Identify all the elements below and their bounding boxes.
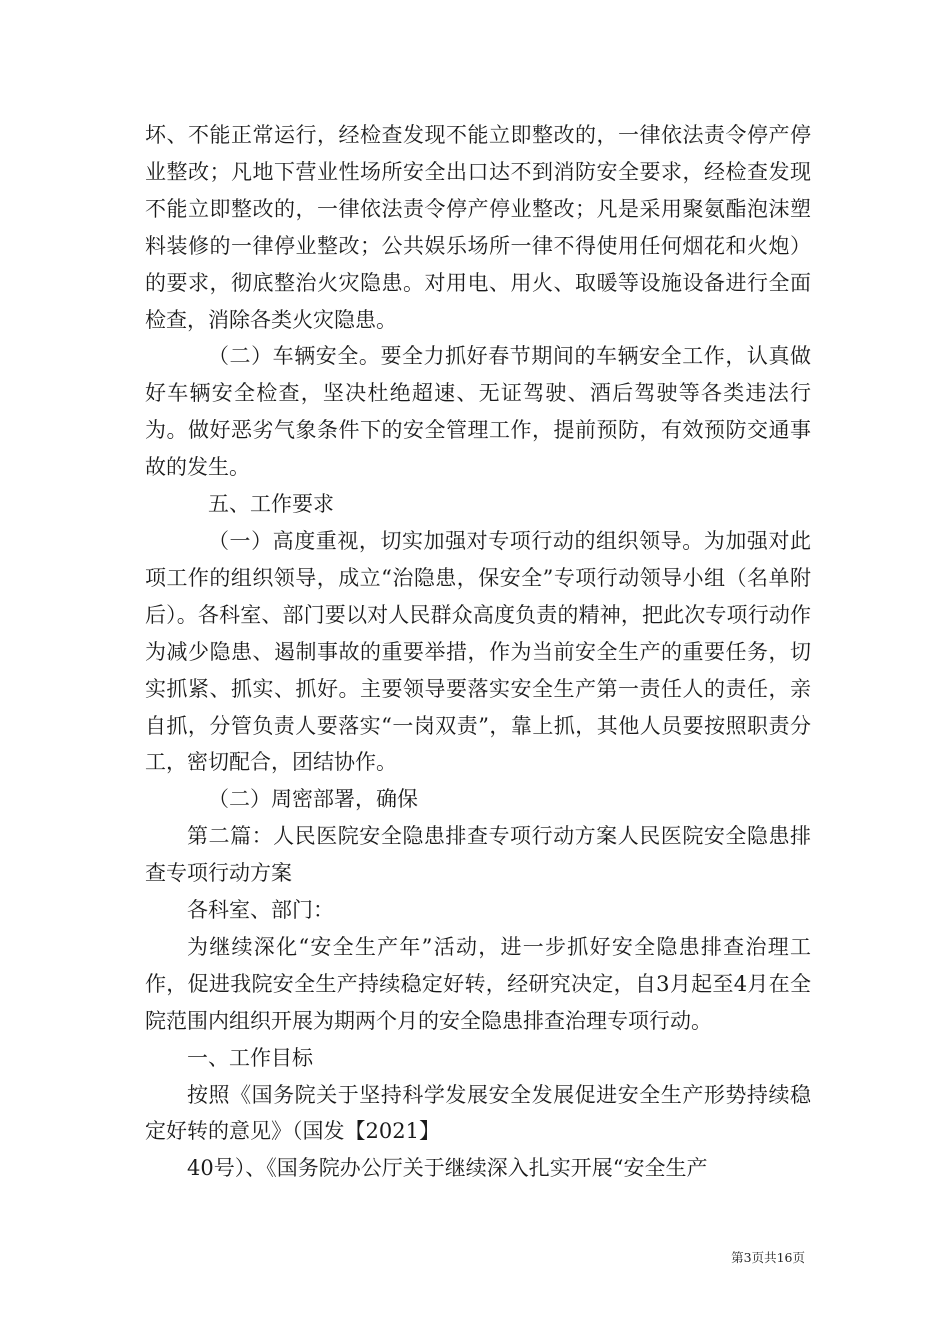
paragraph-per-state-council: 按照《国务院关于坚持科学发展安全发展促进安全生产形势持续稳定好转的意见》（国发【2021】 — [145, 1082, 811, 1144]
paragraph-deployment: （二）周密部署，确保 — [208, 787, 418, 812]
body-text — [145, 117, 811, 1187]
heading-work-requirements: 五、工作要求 — [208, 492, 334, 517]
paragraph-fire-rectification: 坏、不能正常运行，经检查发现不能立即整改的，一律依法责令停产停业整改；凡地下营业性场所安全出口达不到消防安全要求，经检查发现不能立即整改的，一律依法责令停产停业整改；凡是采用聚氨酯泡沫塑料装修的一律停业整改；公共娱乐场所一律不得使用任何烟花和火炮）的要求，彻底整治火灾隐患。对用电、用火、取暖等设施设备进行全面检查，消除各类火灾隐患。 — [145, 123, 811, 332]
paragraph-leadership: （一）高度重视，切实加强对专项行动的组织领导。为加强对此项工作的组织领导，成立“治隐患，保安全”专项行动领导小组（名单附后）。各科室、部门要以对人民群众高度负责的精神，把此次专项行动作为减少隐患、遏制事故的重要举措，作为当前安全生产的重要任务，切实抓紧、抓实、抓好。主要领导要落实安全生产第一责任人的责任，亲自抓，分管负责人要落实“一岗双责”，靠上抓，其他人员要按照职责分工，密切配合，团结协作。 — [145, 528, 811, 775]
paragraph-intro: 为继续深化“安全生产年”活动，进一步抓好安全隐患排查治理工作，促进我院安全生产持续稳定好转，经研究决定，自3月起至4月在全院范围内组织开展为期两个月的安全隐患排查治理专项行动。 — [145, 934, 811, 1033]
paragraph-salutation: 各科室、部门： — [187, 898, 334, 923]
heading-work-goals: 一、工作目标 — [187, 1045, 313, 1070]
paragraph-second-article-title: 第二篇：人民医院安全隐患排查专项行动方案人民医院安全隐患排查专项行动方案 — [145, 824, 811, 886]
page-number-footer: 第3页共16页 — [731, 1250, 805, 1265]
paragraph-document-number: 40号）、《国务院办公厅关于继续深入扎实开展“安全生产 — [187, 1156, 708, 1181]
paragraph-vehicle-safety: （二）车辆安全。要全力抓好春节期间的车辆安全工作，认真做好车辆安全检查，坚决杜绝超速、无证驾驶、酒后驾驶等各类违法行为。做好恶劣气象条件下的安全管理工作，提前预防，有效预防交通事故的发生。 — [145, 344, 811, 480]
